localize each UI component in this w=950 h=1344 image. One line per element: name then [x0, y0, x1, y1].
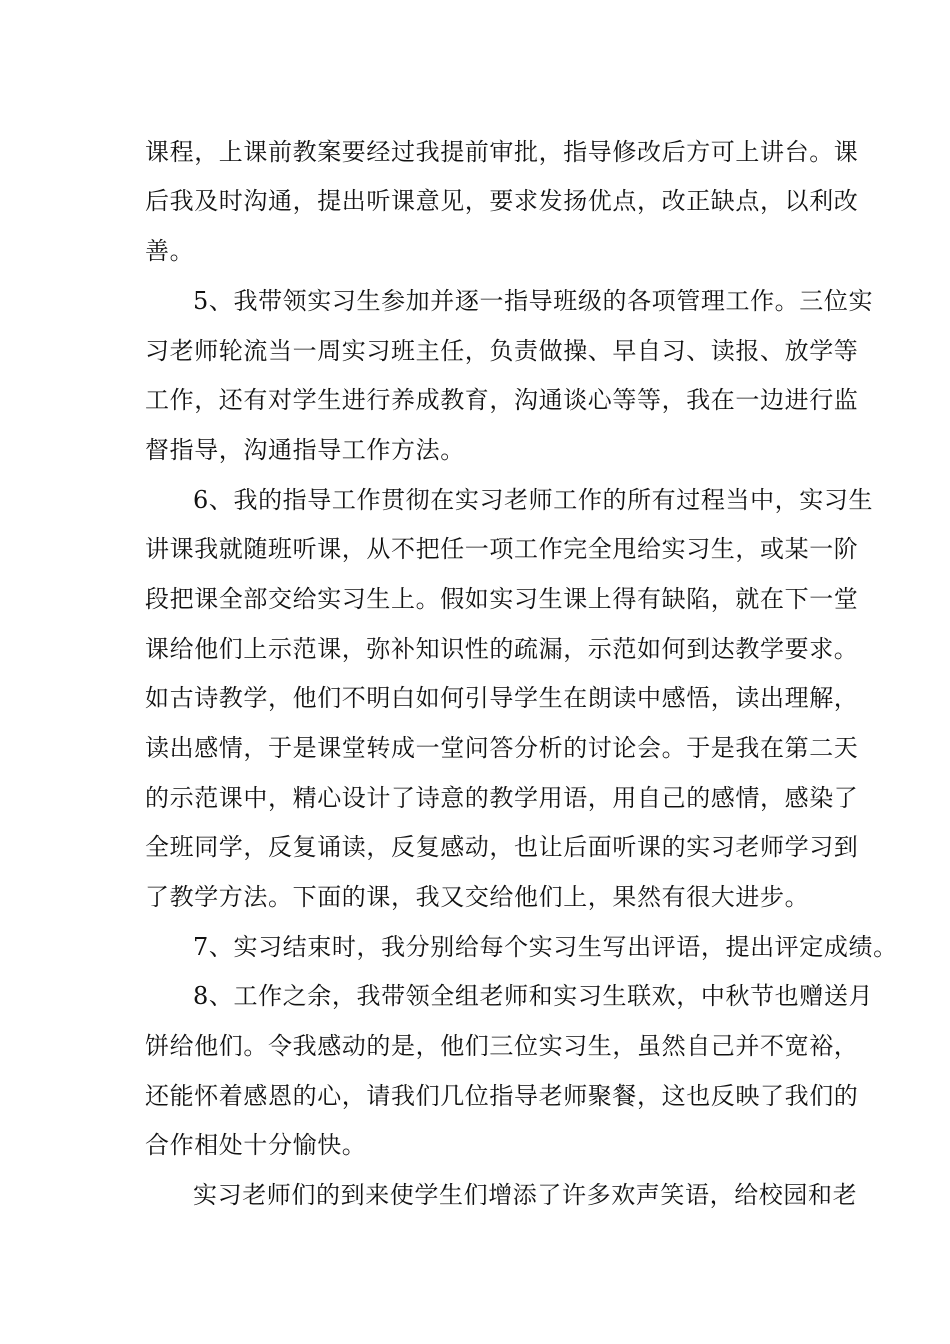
text-line: 段把课全部交给实习生上。假如实习生课上得有缺陷，就在下一堂 [145, 585, 859, 613]
paragraph-start-line: 6、我的指导工作贯彻在实习老师工作的所有过程当中，实习生 [193, 486, 874, 514]
text-line: 后我及时沟通，提出听课意见，要求发扬优点，改正缺点，以利改 [145, 187, 859, 215]
text-line: 善。 [145, 237, 195, 265]
paragraph-start-line: 5、我带领实习生参加并逐一指导班级的各项管理工作。三位实 [193, 287, 874, 315]
text-line: 如古诗教学，他们不明白如何引导学生在朗读中感悟，读出理解， [145, 684, 859, 712]
text-line: 全班同学，反复诵读，反复感动，也让后面听课的实习老师学习到 [145, 833, 859, 861]
text-line: 督指导，沟通指导工作方法。 [145, 436, 465, 464]
text-line: 还能怀着感恩的心，请我们几位指导老师聚餐，这也反映了我们的 [145, 1082, 859, 1110]
paragraph-start-line: 8、工作之余，我带领全组老师和实习生联欢，中秋节也赠送月 [193, 982, 874, 1010]
text-line: 读出感情，于是课堂转成一堂问答分析的讨论会。于是我在第二天 [145, 734, 859, 762]
text-line: 了教学方法。下面的课，我又交给他们上，果然有很大进步。 [145, 883, 810, 911]
text-line: 习老师轮流当一周实习班主任，负责做操、早自习、读报、放学等 [145, 337, 859, 365]
text-line: 饼给他们。令我感动的是，他们三位实习生，虽然自己并不宽裕， [145, 1032, 859, 1060]
text-line: 课给他们上示范课，弥补知识性的疏漏，示范如何到达教学要求。 [145, 635, 859, 663]
text-line: 工作，还有对学生进行养成教育，沟通谈心等等，我在一边进行监 [145, 386, 859, 414]
paragraph-start-line: 实习老师们的到来使学生们增添了许多欢声笑语，给校园和老 [193, 1181, 858, 1209]
text-line: 课程，上课前教案要经过我提前审批，指导修改后方可上讲台。课 [145, 138, 859, 166]
text-line: 的示范课中，精心设计了诗意的教学用语，用自己的感情，感染了 [145, 784, 859, 812]
paragraph-start-line: 7、实习结束时，我分别给每个实习生写出评语，提出评定成绩。 [193, 933, 898, 961]
text-line: 讲课我就随班听课，从不把任一项工作完全甩给实习生，或某一阶 [145, 535, 859, 563]
text-line: 合作相处十分愉快。 [145, 1131, 367, 1159]
